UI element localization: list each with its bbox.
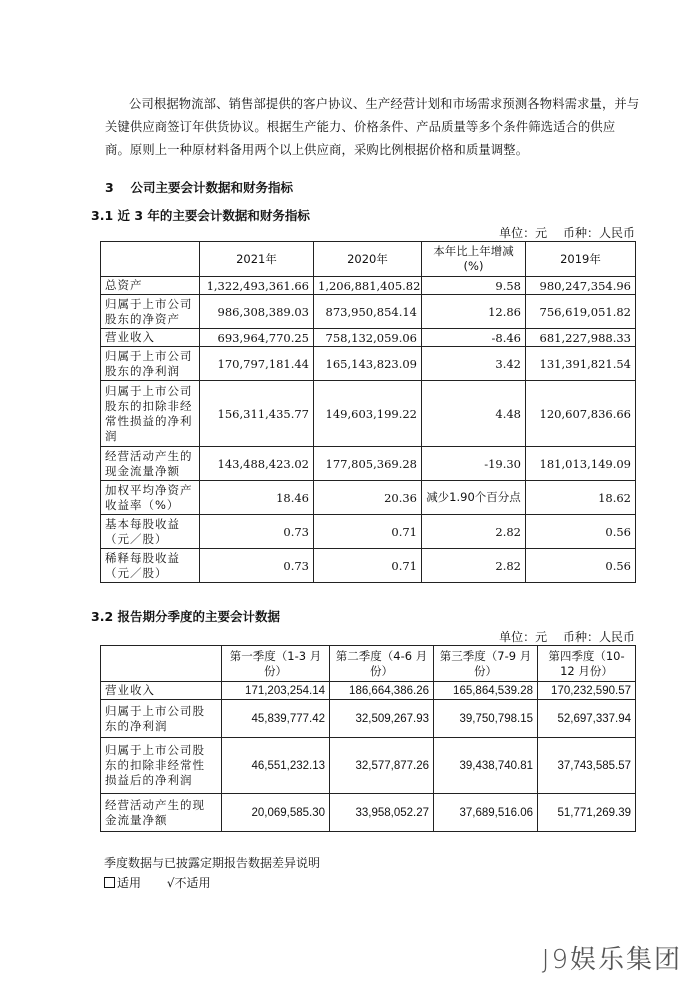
row-label: 归属于上市公司股东的扣除非经常性损益的净利润 xyxy=(101,381,200,447)
table-row xyxy=(101,447,636,481)
cell-value: -8.46 xyxy=(422,329,526,347)
cell-value: 0.73 xyxy=(200,549,314,583)
table-row xyxy=(101,481,636,515)
cell-value: 20.36 xyxy=(314,481,422,515)
row-label: 营业收入 xyxy=(101,682,222,700)
cell-value: 171,203,254.14 xyxy=(222,682,330,700)
row-label: 归属于上市公司股东的净利润 xyxy=(101,700,222,738)
cell-value: 181,013,149.09 xyxy=(526,447,636,481)
table-row xyxy=(101,738,636,794)
section-3-heading: 3 公司主要会计数据和财务指标 xyxy=(105,180,294,195)
cell-value: 32,509,267.93 xyxy=(330,700,434,738)
unit-label-1: 单位：元 币种：人民币 xyxy=(499,226,635,240)
section-3-1-heading: 3.1 近 3 年的主要会计数据和财务指标 xyxy=(91,208,310,223)
cell-value: 131,391,821.54 xyxy=(526,347,636,381)
table-row xyxy=(101,329,636,347)
cell-value: 149,603,199.22 xyxy=(314,381,422,447)
cell-value: 39,750,798.15 xyxy=(434,700,538,738)
cell-value: 1,206,881,405.82 xyxy=(314,277,422,295)
cell-value: 170,797,181.44 xyxy=(200,347,314,381)
cell-value: 减少1.90个百分点 xyxy=(422,481,526,515)
checkmark-icon: √ xyxy=(166,876,175,890)
row-label: 营业收入 xyxy=(101,329,200,347)
row-label: 经营活动产生的现金流量净额 xyxy=(101,447,200,481)
cell-value: 39,438,740.81 xyxy=(434,738,538,794)
option-applicable-label: 适用 xyxy=(117,876,142,890)
table-row xyxy=(101,295,636,329)
header-cell: 2020年 xyxy=(314,242,422,277)
table-row xyxy=(101,277,636,295)
table-row xyxy=(101,347,636,381)
cell-value: 1,322,493,361.66 xyxy=(200,277,314,295)
row-label: 加权平均净资产收益率（%） xyxy=(101,481,200,515)
cell-value: 156,311,435.77 xyxy=(200,381,314,447)
header-cell: 本年比上年增减(%) xyxy=(422,242,526,277)
header-cell xyxy=(101,242,200,277)
cell-value: 46,551,232.13 xyxy=(222,738,330,794)
cell-value: 681,227,988.33 xyxy=(526,329,636,347)
cell-value: 0.71 xyxy=(314,515,422,549)
cell-value: 3.42 xyxy=(422,347,526,381)
row-label: 基本每股收益（元／股） xyxy=(101,515,200,549)
row-label: 总资产 xyxy=(101,277,200,295)
table-row xyxy=(101,700,636,738)
cell-value: 45,839,777.42 xyxy=(222,700,330,738)
cell-value: 52,697,337.94 xyxy=(538,700,636,738)
row-label: 归属于上市公司股东的扣除非经常性损益后的净利润 xyxy=(101,738,222,794)
cell-value: 18.46 xyxy=(200,481,314,515)
cell-value: 177,805,369.28 xyxy=(314,447,422,481)
cell-value: 0.73 xyxy=(200,515,314,549)
header-cell: 第三季度（7-9 月份） xyxy=(434,646,538,682)
watermark-text: J9娱乐集团 xyxy=(541,945,682,975)
cell-value: 9.58 xyxy=(422,277,526,295)
cell-value: 120,607,836.66 xyxy=(526,381,636,447)
quarterly-data-table xyxy=(100,645,636,832)
cell-value: 33,958,052.27 xyxy=(330,794,434,832)
cell-value: 2.82 xyxy=(422,549,526,583)
cell-value: 0.71 xyxy=(314,549,422,583)
quarterly-difference-note: 季度数据与已披露定期报告数据差异说明 xyxy=(104,856,321,870)
header-cell xyxy=(101,646,222,682)
cell-value: 165,143,823.09 xyxy=(314,347,422,381)
unit-label-2: 单位：元 币种：人民币 xyxy=(499,630,635,644)
cell-value: 143,488,423.02 xyxy=(200,447,314,481)
checkbox-applicable[interactable] xyxy=(104,877,115,888)
row-label: 归属于上市公司股东的净利润 xyxy=(101,347,200,381)
financial-indicators-table xyxy=(100,241,636,583)
intro-paragraph: 公司根据物流部、销售部提供的客户协议、生产经营计划和市场需求预测各物料需求量，并与关键供应商签订年供货协议。根据生产能力、价格条件、产品质量等多个条件筛选适合的供应商。原则上一种原材料备用两个以上供应商，采购比例根据价格和质量调整。 xyxy=(105,97,640,157)
table-header-row xyxy=(101,646,636,682)
section-3-2-heading: 3.2 报告期分季度的主要会计数据 xyxy=(91,609,280,624)
header-cell: 2021年 xyxy=(200,242,314,277)
cell-value: 37,689,516.06 xyxy=(434,794,538,832)
cell-value: 986,308,389.03 xyxy=(200,295,314,329)
cell-value: 0.56 xyxy=(526,549,636,583)
applicability-options xyxy=(104,874,211,891)
cell-value: 186,664,386.26 xyxy=(330,682,434,700)
cell-value: 165,864,539.28 xyxy=(434,682,538,700)
cell-value: 20,069,585.30 xyxy=(222,794,330,832)
row-label: 经营活动产生的现金流量净额 xyxy=(101,794,222,832)
cell-value: 170,232,590.57 xyxy=(538,682,636,700)
cell-value: 0.56 xyxy=(526,515,636,549)
table-row xyxy=(101,682,636,700)
table-row xyxy=(101,794,636,832)
cell-value: 980,247,354.96 xyxy=(526,277,636,295)
cell-value: 32,577,877.26 xyxy=(330,738,434,794)
header-cell: 2019年 xyxy=(526,242,636,277)
cell-value: 37,743,585.57 xyxy=(538,738,636,794)
cell-value: 693,964,770.25 xyxy=(200,329,314,347)
cell-value: 51,771,269.39 xyxy=(538,794,636,832)
header-cell: 第一季度（1-3 月份） xyxy=(222,646,330,682)
cell-value: 18.62 xyxy=(526,481,636,515)
table-row xyxy=(101,515,636,549)
cell-value: -19.30 xyxy=(422,447,526,481)
table-header-row xyxy=(101,242,636,277)
cell-value: 12.86 xyxy=(422,295,526,329)
cell-value: 758,132,059.06 xyxy=(314,329,422,347)
table-row xyxy=(101,549,636,583)
header-cell: 第二季度（4-6 月份） xyxy=(330,646,434,682)
table-row xyxy=(101,381,636,447)
cell-value: 2.82 xyxy=(422,515,526,549)
cell-value: 4.48 xyxy=(422,381,526,447)
row-label: 归属于上市公司股东的净资产 xyxy=(101,295,200,329)
cell-value: 873,950,854.14 xyxy=(314,295,422,329)
row-label: 稀释每股收益（元／股） xyxy=(101,549,200,583)
option-not-applicable-label: 不适用 xyxy=(174,876,211,890)
header-cell: 第四季度（10-12 月份） xyxy=(538,646,636,682)
cell-value: 756,619,051.82 xyxy=(526,295,636,329)
